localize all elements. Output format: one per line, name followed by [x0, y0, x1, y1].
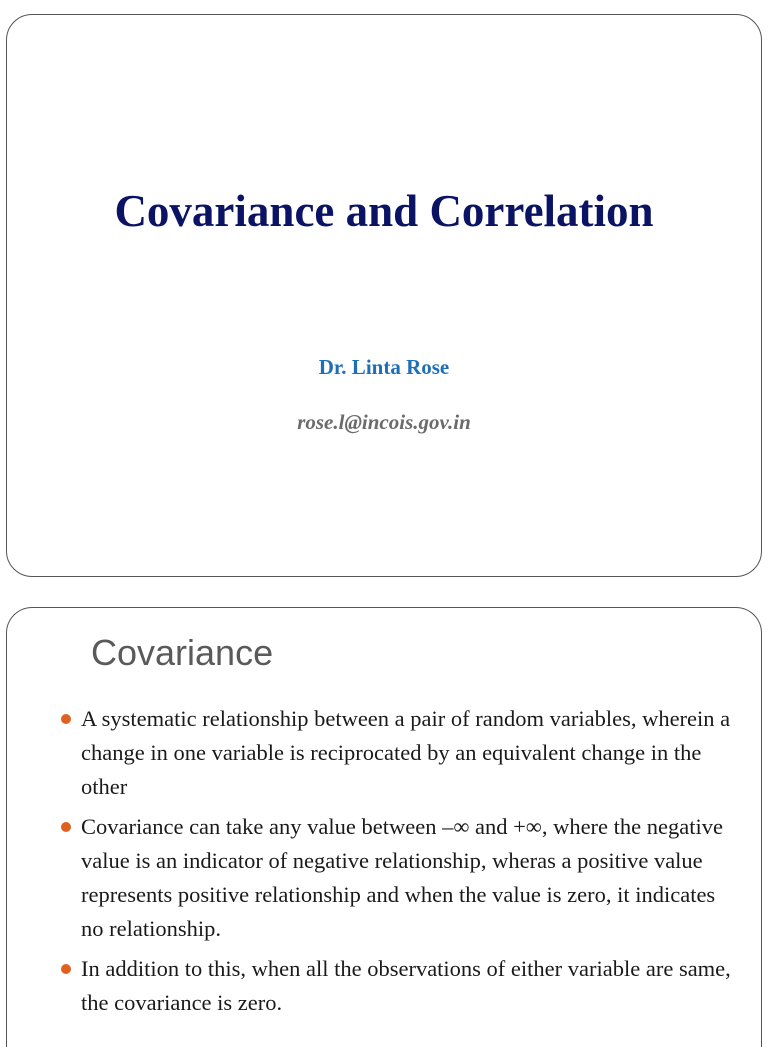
bullet-dot-icon — [61, 822, 71, 832]
bullet-text: In addition to this, when all the observations of either variable are same, the covariance is zero. — [81, 956, 731, 1015]
bullet-item — [61, 702, 731, 804]
bullet-text: A systematic relationship between a pair of random variables, wherein a change in one variable is reciprocated by an equivalent change in the other — [81, 706, 731, 799]
slide-title: Covariance and Correlation — [114, 186, 654, 236]
covariance-slide — [6, 607, 762, 1047]
section-title: Covariance — [91, 632, 274, 673]
bullet-text: Covariance can take any value between –∞ and +∞, where the negative value is an indicator of negative relationship, wheras a positive value represents positive relationship and when the value is zero, it indicates no relationship. — [81, 814, 723, 941]
author-email: rose.l@incois.gov.in — [297, 410, 471, 434]
bullet-dot-icon — [61, 964, 71, 974]
author-name: Dr. Linta Rose — [318, 355, 450, 379]
bullet-list — [61, 702, 731, 1026]
bullet-dot-icon — [61, 714, 71, 724]
bullet-item — [61, 810, 731, 946]
title-slide — [6, 14, 762, 577]
bullet-item — [61, 952, 731, 1020]
